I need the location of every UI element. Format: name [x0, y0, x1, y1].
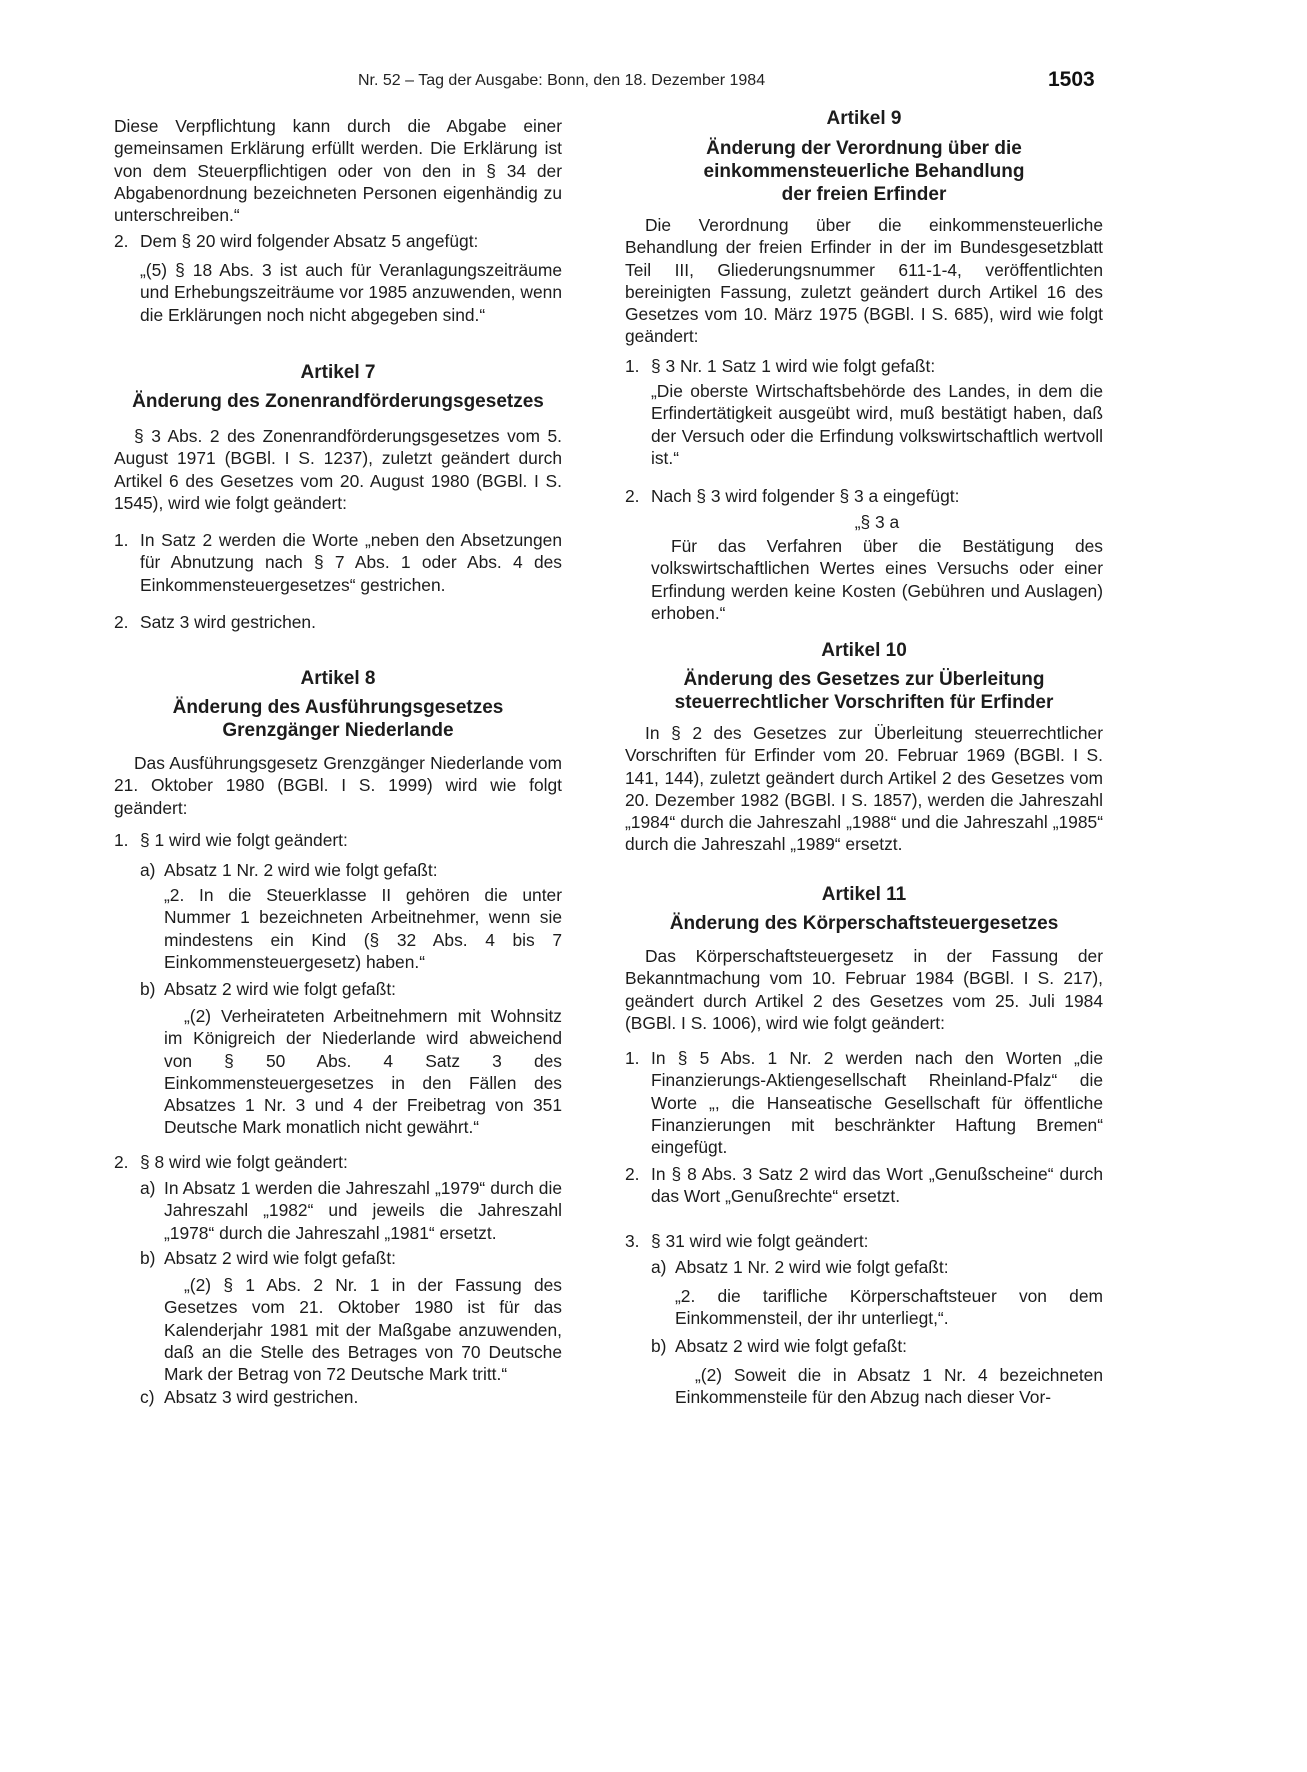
running-header: Nr. 52 – Tag der Ausgabe: Bonn, den 18. Dezember 1984 — [358, 72, 766, 89]
article-7-body: § 3 Abs. 2 des Zonenrandförderungsgesetzes vom 5. August 1971 (BGBl. I S. 1237), zuletzt geändert durch Artikel 6 des Gesetzes vom 20. August 1980 (BGBl. I S. 1545), wird wie folgt geändert: — [114, 426, 562, 513]
list-item: 2. In § 8 Abs. 3 Satz 2 wird das Wort „Genußscheine“ durch das Wort „Genußrechte“ ersetzt. — [625, 1164, 1103, 1207]
article-7-title: Änderung des Zonenrandförderungsgesetzes — [132, 391, 544, 412]
article-8-body: Das Ausführungsgesetz Grenzgänger Niederlande vom 21. Oktober 1980 (BGBl. I S. 1999) wird wie folgt geändert: — [114, 753, 562, 818]
list-item: 2. Nach § 3 wird folgender § 3 a eingefügt: — [625, 486, 960, 506]
sub-item: a) Absatz 1 Nr. 2 wird wie folgt gefaßt: — [140, 860, 438, 880]
sub-item: c) Absatz 3 wird gestrichen. — [140, 1387, 359, 1407]
list-item: 2. Dem § 20 wird folgender Absatz 5 angefügt: — [114, 231, 479, 251]
page-number: 1503 — [1048, 68, 1095, 91]
list-item: 2. Satz 3 wird gestrichen. — [114, 612, 316, 632]
quoted-amendment: „Die oberste Wirtschaftsbehörde des Landes, in dem die Erfindertätigkeit ausgeübt wird, muß bestätigt haben, daß der Versuch oder die Erfindung volkswirtschaftlich wertvoll ist.“ — [651, 381, 1103, 468]
article-10-number: Artikel 10 — [821, 640, 907, 661]
article-10-body: In § 2 des Gesetzes zur Überleitung steuerrechtlicher Vorschriften für Erfinder vom 20. Februar 1969 (BGBl. I S. 141, 144), zuletzt geändert durch Artikel 2 des Gesetzes vom 20. Dezember 1982 (BGBl. I S. 1857), werden die Jahreszahl „1984“ durch die Jahreszahl „1988“ und die Jahreszahl „1985“ durch die Jahreszahl „1989“ ersetzt. — [625, 723, 1103, 855]
sub-item: b) Absatz 2 wird wie folgt gefaßt: — [140, 1248, 396, 1268]
article-7-number: Artikel 7 — [300, 362, 376, 383]
article-9-body: Die Verordnung über die einkommensteuerliche Behandlung der freien Erfinder in der im Bundesgesetzblatt Teil III, Gliederungsnummer 611-1-4, veröffentlichten bereinigten Fassung, zuletzt geändert durch Artikel 16 des Gesetzes vom 10. März 1975 (BGBl. I S. 685), wird wie folgt geändert: — [625, 215, 1103, 347]
article-11-body: Das Körperschaftsteuergesetz in der Fassung der Bekanntmachung vom 10. Februar 1984 (BGBl. I S. 217), geändert durch Artikel 2 des Gesetzes vom 25. Juli 1984 (BGBl. I S. 1006), wird wie folgt geändert: — [625, 946, 1103, 1033]
list-item: 1. § 1 wird wie folgt geändert: — [114, 830, 348, 850]
article-9-title-line1: Änderung der Verordnung über die — [706, 138, 1022, 159]
quoted-amendment: „2. die tarifliche Körperschaftsteuer von dem Einkommensteil, der ihr unterliegt,“. — [675, 1286, 1103, 1329]
quoted-amendment: „2. In die Steuerklasse II gehören die unter Nummer 1 bezeichneten Arbeitnehmer, wenn sie mindestens ein Kind (§ 32 Abs. 4 bis 7 Einkommensteuergesetz) haben.“ — [164, 885, 562, 972]
article-8-number: Artikel 8 — [300, 668, 376, 689]
intro-paragraph: Diese Verpflichtung kann durch die Abgabe einer gemeinsamen Erklärung erfüllt werden. Die Erklärung ist von dem Steuerpflichtigen oder von den in § 34 der Abgabenordnung bezeichneten Personen eigenhändig zu unterschreiben.“ — [114, 116, 562, 226]
quoted-amendment: Für das Verfahren über die Bestätigung des volkswirtschaftlichen Wertes eines Versuchs oder einer Erfindung werden keine Kosten (Gebühren und Auslagen) erhoben.“ — [651, 536, 1103, 623]
sub-item: a) Absatz 1 Nr. 2 wird wie folgt gefaßt: — [651, 1257, 949, 1277]
sub-item: b) Absatz 2 wird wie folgt gefaßt: — [140, 979, 396, 999]
list-item: 2. § 8 wird wie folgt geändert: — [114, 1152, 348, 1172]
list-item: 1. In Satz 2 werden die Worte „neben den Absetzungen für Abnutzung nach § 7 Abs. 1 oder Abs. 4 des Einkommensteuergesetzes“ gestrichen. — [114, 530, 562, 595]
article-8-title-line2: Grenzgänger Niederlande — [222, 720, 454, 741]
article-10-title-line2: steuerrechtlicher Vorschriften für Erfinder — [674, 692, 1054, 713]
list-item: 3. § 31 wird wie folgt geändert: — [625, 1231, 869, 1251]
quoted-amendment: „(2) § 1 Abs. 2 Nr. 1 in der Fassung des Gesetzes vom 21. Oktober 1980 ist für das Kalenderjahr 1981 mit der Maßgabe anzuwenden, daß an die Stelle des Betrages von 70 Deutsche Mark der Betrag von 72 Deutsche Mark tritt.“ — [164, 1275, 562, 1385]
section-heading: „§ 3 a — [854, 512, 900, 532]
quoted-amendment: „(2) Verheirateten Arbeitnehmern mit Wohnsitz im Königreich der Niederlande wird abweichend von § 50 Abs. 4 Satz 3 des Einkommensteuergesetzes in den Fällen des Absatzes 1 Nr. 3 und 4 der Freibetrag von 351 Deutsche Mark monatlich nicht gewährt.“ — [164, 1006, 562, 1138]
article-9-number: Artikel 9 — [826, 108, 902, 129]
article-11-number: Artikel 11 — [821, 884, 907, 905]
quoted-amendment: „(5) § 18 Abs. 3 ist auch für Veranlagungszeiträume und Erhebungszeiträume vor 1985 anzuwenden, wenn die Erklärungen noch nicht abgegeben sind.“ — [140, 260, 562, 325]
article-9-title-line2: einkommensteuerliche Behandlung — [703, 161, 1025, 182]
quoted-amendment: „(2) Soweit die in Absatz 1 Nr. 4 bezeichneten Einkommensteile für den Abzug nach dieser Vor- — [675, 1365, 1103, 1408]
article-9-title-line3: der freien Erfinder — [781, 184, 947, 205]
sub-item: a) In Absatz 1 werden die Jahreszahl „1979“ durch die Jahreszahl „1982“ und jeweils die Jahreszahl „1978“ durch die Jahreszahl „1981“ ersetzt. — [140, 1178, 562, 1243]
article-8-title-line1: Änderung des Ausführungsgesetzes — [172, 697, 504, 718]
article-10-title-line1: Änderung des Gesetzes zur Überleitung — [683, 669, 1045, 690]
sub-item: b) Absatz 2 wird wie folgt gefaßt: — [651, 1336, 907, 1356]
list-item: 1. In § 5 Abs. 1 Nr. 2 werden nach den Worten „die Finanzierungs-Aktiengesellschaft Rheinland-Pfalz“ die Worte „, die Hanseatische Gesellschaft für öffentliche Finanzierungen mit beschränkter Haftung Bremen“ eingefügt. — [625, 1048, 1103, 1158]
article-11-title: Änderung des Körperschaftsteuergesetzes — [669, 913, 1059, 934]
list-item: 1. § 3 Nr. 1 Satz 1 wird wie folgt gefaßt: — [625, 356, 936, 376]
